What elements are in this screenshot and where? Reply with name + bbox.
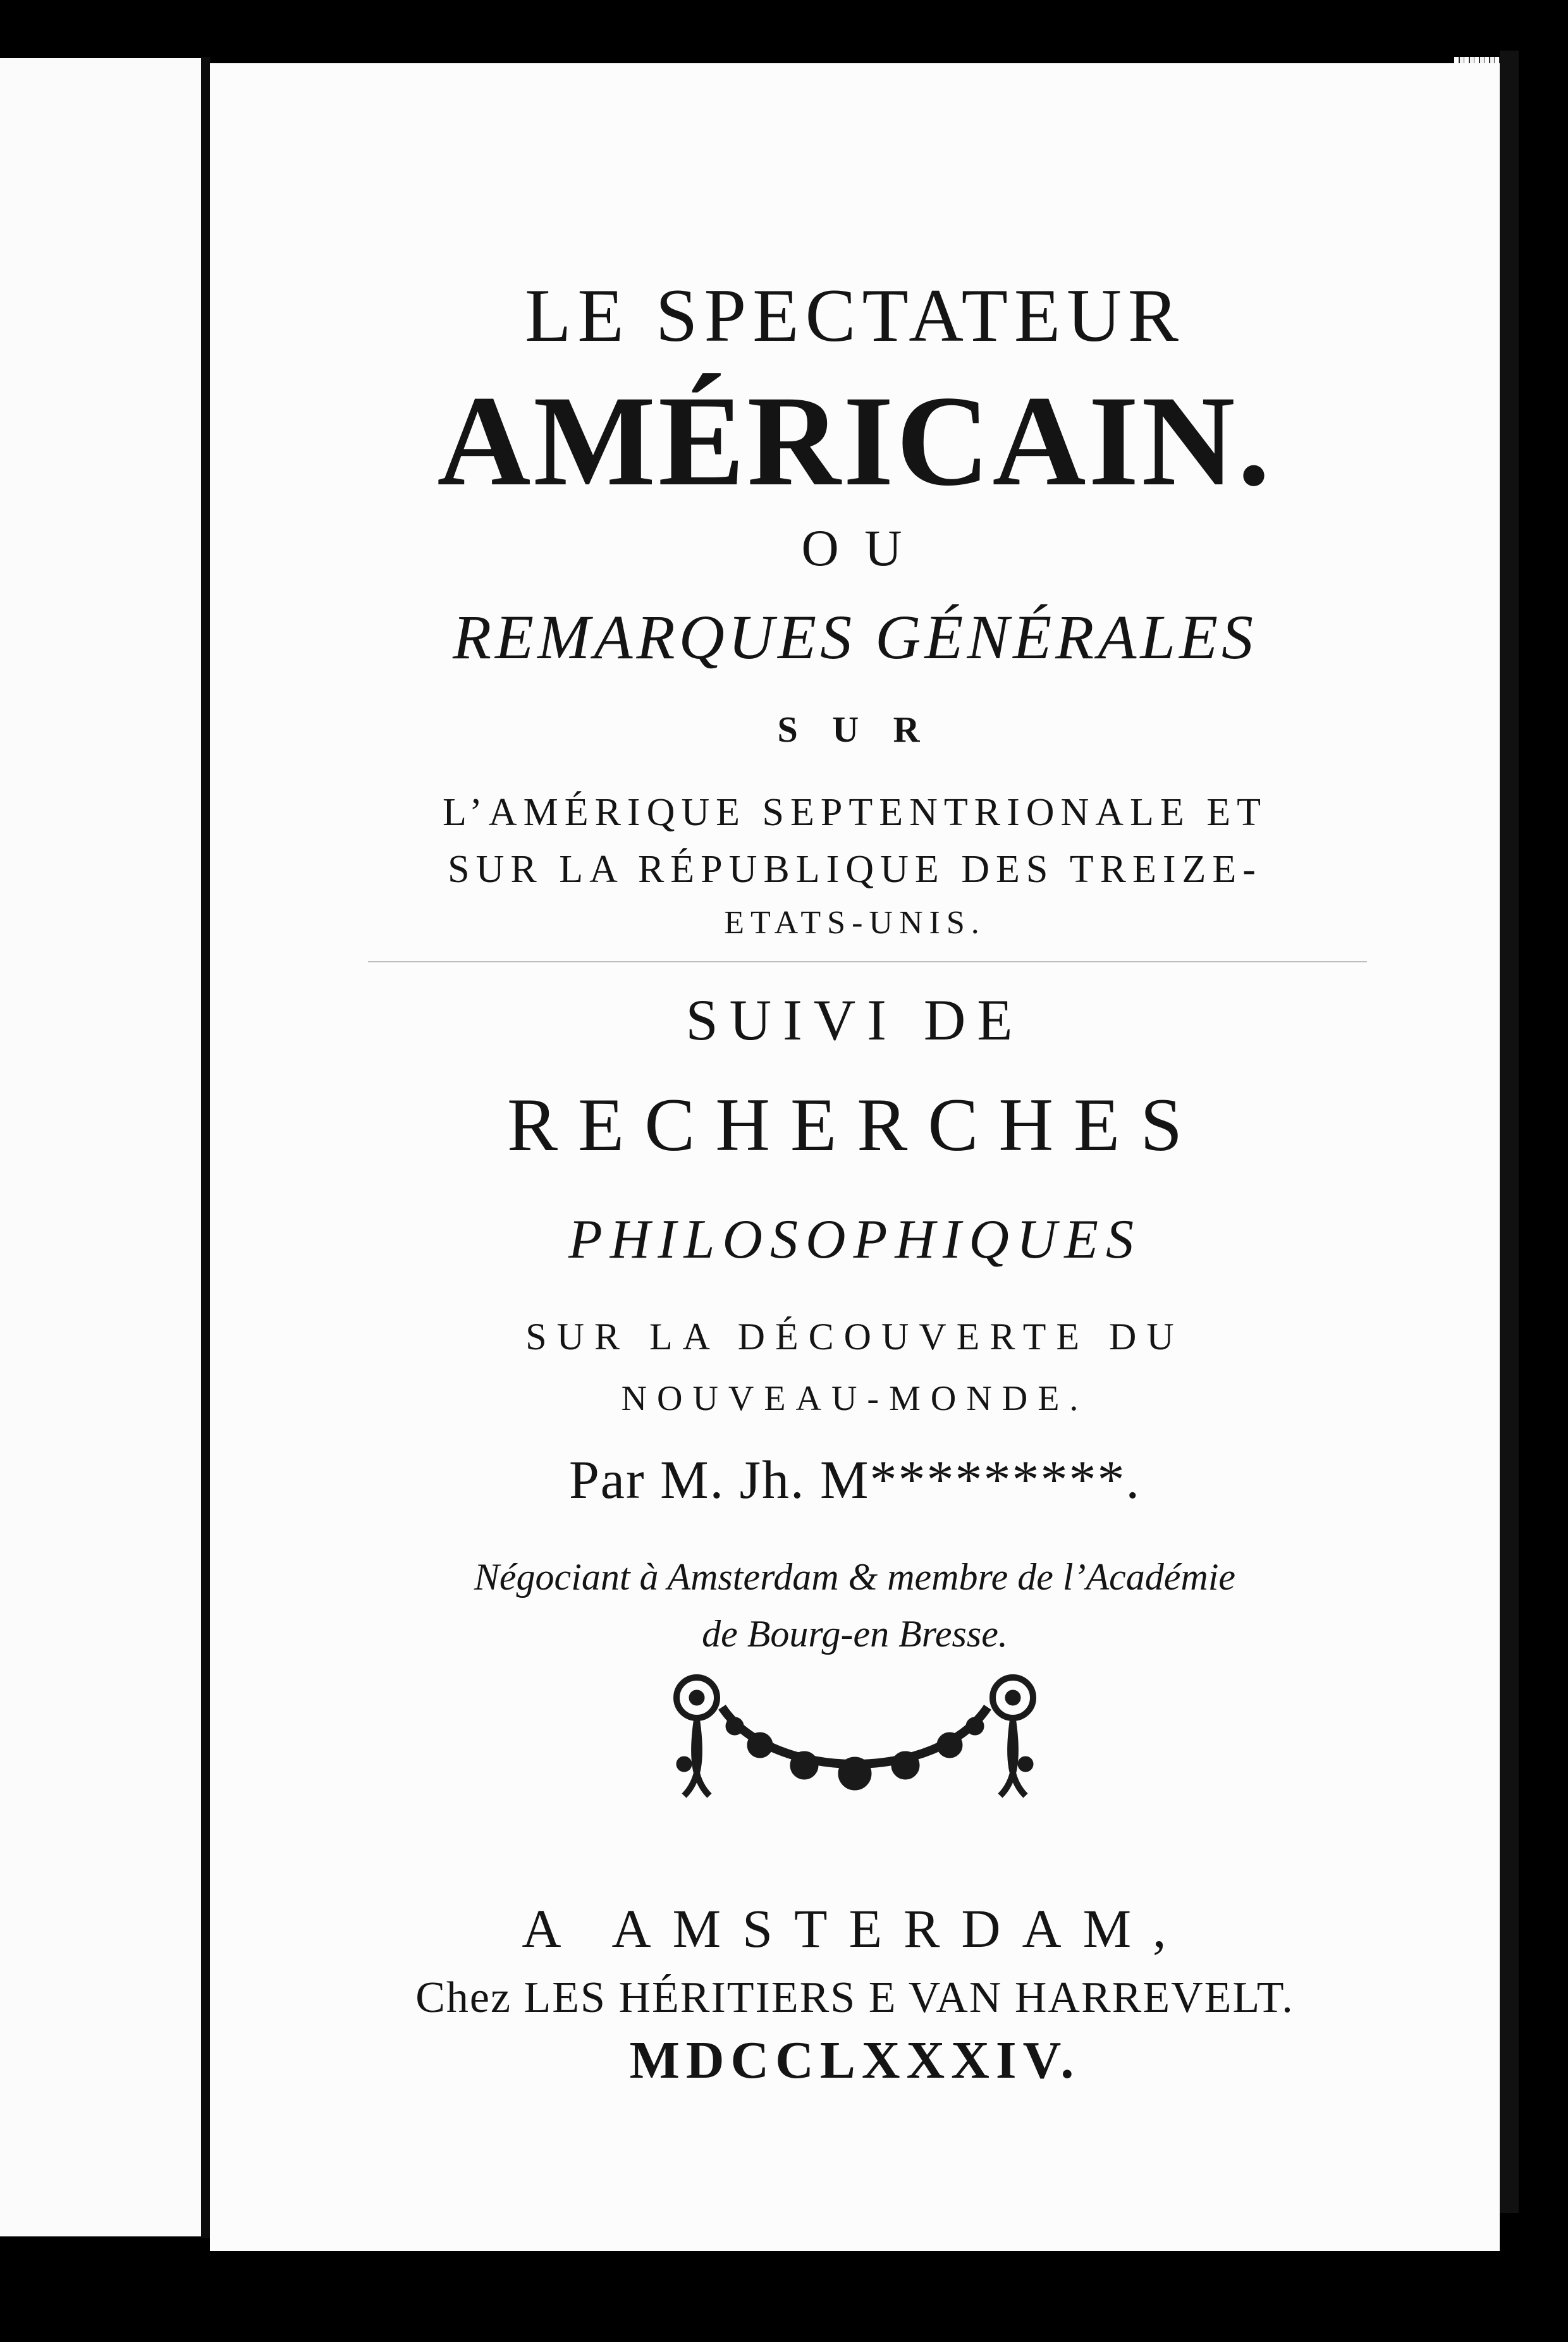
subtitle-remarques: REMARQUES GÉNÉRALES [452, 602, 1258, 672]
divider-rule [368, 961, 1367, 962]
suivi-de: SUIVI DE [685, 988, 1024, 1052]
philosophiques: PHILOSOPHIQUES [568, 1209, 1142, 1270]
author-line: Par M. Jh. M*********. [568, 1449, 1141, 1510]
title-sur: S U R [777, 709, 933, 750]
author-description-1: Négociant à Amsterdam & membre de l’Académie [474, 1556, 1236, 1598]
floral-garland-ornament [646, 1669, 1063, 1808]
title-ou: O U [801, 519, 909, 577]
subject-line-3: ETATS-UNIS. [724, 905, 986, 941]
decouverte-line-1: SUR LA DÉCOUVERTE DU [525, 1316, 1184, 1358]
author-description-2: de Bourg-en Bresse. [702, 1613, 1008, 1655]
subject-line-1: L’AMÉRIQUE SEPTENTRIONALE ET [442, 791, 1268, 834]
subject-line-2: SUR LA RÉPUBLIQUE DES TREIZE- [448, 848, 1262, 891]
imprint-year: MDCCLXXXIV. [629, 2031, 1081, 2090]
decouverte-line-2: NOUVEAU-MONDE. [621, 1379, 1089, 1418]
book-gutter [201, 57, 210, 2238]
title-line-2: AMÉRICAIN. [437, 369, 1273, 513]
recherches: RECHERCHES [506, 1082, 1203, 1167]
imprint-city: A AMSTERDAM, [522, 1898, 1188, 1959]
imprint-publisher: Chez LES HÉRITIERS E VAN HARREVELT. [415, 1973, 1294, 2022]
left-page [0, 58, 201, 2236]
page-edge-shadow [1500, 51, 1519, 2213]
title-line-1: LE SPECTATEUR [525, 273, 1185, 357]
title-page [210, 63, 1500, 2251]
